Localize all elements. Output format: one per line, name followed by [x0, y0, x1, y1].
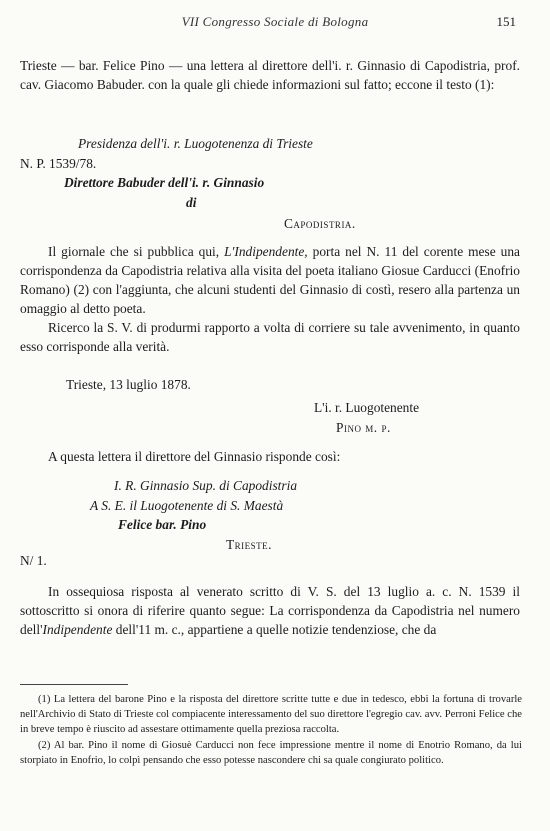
- letter1-signature-title: L'i. r. Luogotenente: [314, 400, 420, 415]
- page-header: [0, 14, 550, 34]
- letter1-recipient-di: di: [186, 195, 197, 210]
- footnotes: [20, 692, 522, 769]
- letter2-address-name: Felice bar. Pino: [118, 517, 207, 532]
- letter1-paragraph-1: [20, 242, 520, 318]
- page-number: 151: [496, 14, 516, 29]
- letter2-place: Trieste.: [226, 537, 273, 552]
- letter1-signature-name: Pino m. p.: [336, 420, 391, 435]
- letter2-body-prefix: In ossequiosa risposta al venerato scritto di V. S. del 13 luglio a. c. N. 1539 il sottoscritto si onora di riferire quanto segue: La corrispondenza da Capodistria nel numero dell': [20, 584, 520, 637]
- letter1-date: Trieste, 13 luglio 1878.: [66, 377, 191, 392]
- running-head: VII Congresso Sociale di Bologna: [181, 14, 369, 29]
- letter2-paragraph: [20, 582, 520, 639]
- letter1-body: [20, 242, 520, 356]
- letter2-body-suffix: dell'11 m. c., appartiene a quelle notizie tendenziose, che da: [112, 622, 437, 637]
- letter1-paragraph-2: Ricerco la S. V. di produrmi rapporto a volta di corriere su tale avvenimento, in quanto esso corrisponde alla verità.: [20, 320, 520, 354]
- letter1-p1-suffix: porta nel N. 11 del corente mese una corrispondenza da Capodistria relativa alla visita del poeta italiano Giosue Carducci (Enofrio Romano) (2) con l'aggiunta, che alcuni studenti del Ginnasio di costì, resero alla partenza un omaggio al detto poeta.: [20, 244, 520, 316]
- footnote-divider: [20, 684, 128, 685]
- letter1-recipient: Direttore Babuder dell'i. r. Ginnasio: [64, 175, 265, 190]
- letter2-newspaper-title: Indipendente: [42, 622, 113, 637]
- intro-paragraph: Trieste — bar. Felice Pino — una lettera al direttore dell'i. r. Ginnasio di Capodistria, prof. cav. Giacomo Babuder. con la quale gli chiede informazioni sul fatto; eccone il testo (1):: [20, 58, 520, 92]
- letter1-heading: Presidenza dell'i. r. Luogotenenza di Trieste: [78, 136, 313, 151]
- footnote-1: (1) La lettera del barone Pino e la risposta del direttore scritte tutte e due in tedesco, ebbi la fortuna di trovarle nell'Archivio di Stato di Trieste col compiacente interessamento del suo direttore l'egregio cav. avv. Perroni Felice che in breve tempo è riuscito ad assestare ottimamente quella preziosa raccolta.: [20, 694, 522, 735]
- letter2-address-line: A S. E. il Luogotenente di S. Maestà: [90, 498, 284, 513]
- letter1-place: Capodistria.: [284, 216, 356, 231]
- transition-line: A questa lettera il direttore del Ginnasio risponde così:: [48, 449, 341, 464]
- letter1-p1-prefix: Il giornale che si pubblica qui,: [48, 244, 225, 259]
- footnote-2: (2) Al bar. Pino il nome di Giosuè Carducci non fece impressione mentre il nome di Enotrio Romano, da lui storpiato in Enofrio, lo colpì pensando che esso potesse nascondere chi sa quale congiurato politico.: [20, 740, 522, 766]
- letter2-number: N/ 1.: [20, 553, 47, 568]
- newspaper-title: L'Indipendente,: [224, 244, 308, 259]
- intro-block: [20, 56, 520, 94]
- letter1-protocol: N. P. 1539/78.: [20, 156, 97, 171]
- letter2-heading: I. R. Ginnasio Sup. di Capodistria: [114, 478, 298, 493]
- letter2-body: [20, 582, 520, 639]
